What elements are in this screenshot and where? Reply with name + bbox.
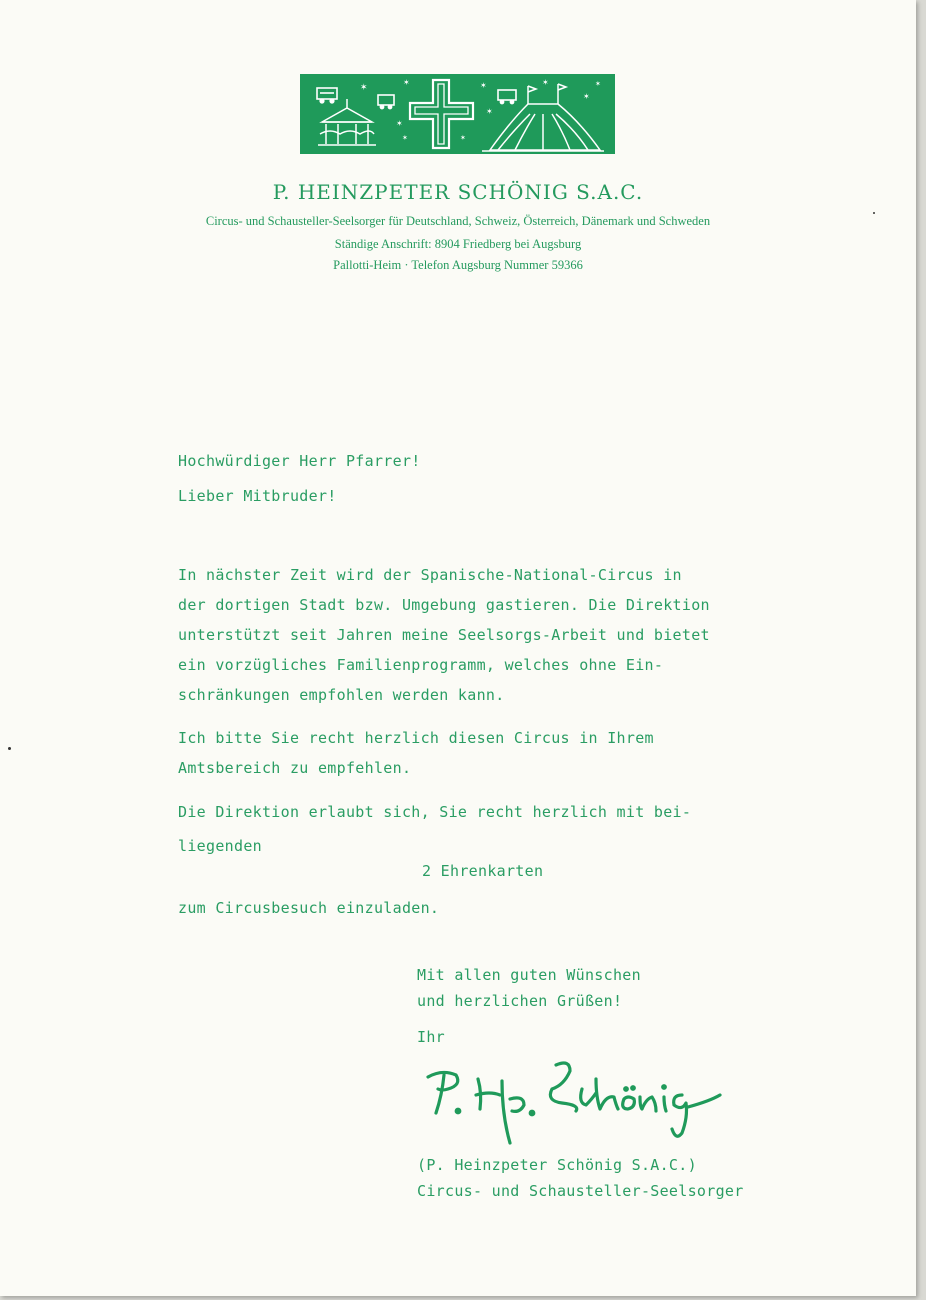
handwritten-signature <box>420 1055 740 1150</box>
greeting-block <box>417 962 641 1014</box>
letterhead-address: Ständige Anschrift: 8904 Friedberg bei Augsburg <box>334 237 582 251</box>
body-paragraph-2 <box>178 723 798 783</box>
paragraph-line: liegenden <box>178 837 262 855</box>
svg-text:✶: ✶ <box>360 83 368 93</box>
greeting-ihr: Ihr <box>417 1028 445 1046</box>
salutation-line-2: Lieber Mitbruder! <box>178 487 337 505</box>
circus-cross-emblem-icon <box>300 74 615 154</box>
invitation-closing-line: zum Circusbesuch einzuladen. <box>178 899 440 917</box>
svg-text:✶: ✶ <box>403 78 410 87</box>
sender-title: Circus- und Schausteller-Seelsorger <box>417 1182 744 1200</box>
complimentary-tickets-line: 2 Ehrenkarten <box>422 862 544 880</box>
svg-text:✶: ✶ <box>402 134 408 142</box>
paragraph-line: unterstützt seit Jahren meine Seelsorgs-Arbeit und bietet <box>178 626 710 644</box>
greeting-line-2: und herzlichen Grüßen! <box>417 992 623 1010</box>
letterhead-title: Circus- und Schausteller-Seelsorger für Deutschland, Schweiz, Österreich, Dänemark und Schweden <box>205 214 711 228</box>
svg-text:✶: ✶ <box>486 107 493 116</box>
paragraph-line: In nächster Zeit wird der Spanische-National-Circus in <box>178 566 682 584</box>
sender-name: (P. Heinzpeter Schönig S.A.C.) <box>417 1156 697 1174</box>
paragraph-line: Amtsbereich zu empfehlen. <box>178 759 412 777</box>
paragraph-line: Die Direktion erlaubt sich, Sie recht herzlich mit bei- <box>178 803 692 821</box>
paper-speck <box>873 212 875 214</box>
sender-block <box>417 1152 744 1204</box>
body-paragraph-3 <box>178 795 798 863</box>
greeting-line-1: Mit allen guten Wünschen <box>417 966 641 984</box>
svg-text:✶: ✶ <box>595 80 601 88</box>
letterhead-name: P. HEINZPETER SCHÖNIG S.A.C. <box>272 180 644 204</box>
svg-text:✶: ✶ <box>480 81 487 90</box>
paragraph-line: der dortigen Stadt bzw. Umgebung gastieren. Die Direktion <box>178 596 710 614</box>
salutation-line-1: Hochwürdiger Herr Pfarrer! <box>178 452 421 470</box>
paragraph-line: Ich bitte Sie recht herzlich diesen Circus in Ihrem <box>178 729 654 747</box>
paragraph-line: ein vorzügliches Familienprogramm, welches ohne Ein- <box>178 656 664 674</box>
svg-text:✶: ✶ <box>542 78 549 87</box>
svg-text:✶: ✶ <box>396 119 403 128</box>
letterhead-phone: Pallotti-Heim · Telefon Augsburg Nummer 59366 <box>333 258 583 272</box>
svg-text:✶: ✶ <box>583 92 590 101</box>
paragraph-line: schränkungen empfohlen werden kann. <box>178 686 505 704</box>
svg-text:✶: ✶ <box>460 134 466 142</box>
paper-speck <box>8 747 11 750</box>
body-paragraph-1 <box>178 560 798 710</box>
emblem-graphic <box>300 74 615 154</box>
